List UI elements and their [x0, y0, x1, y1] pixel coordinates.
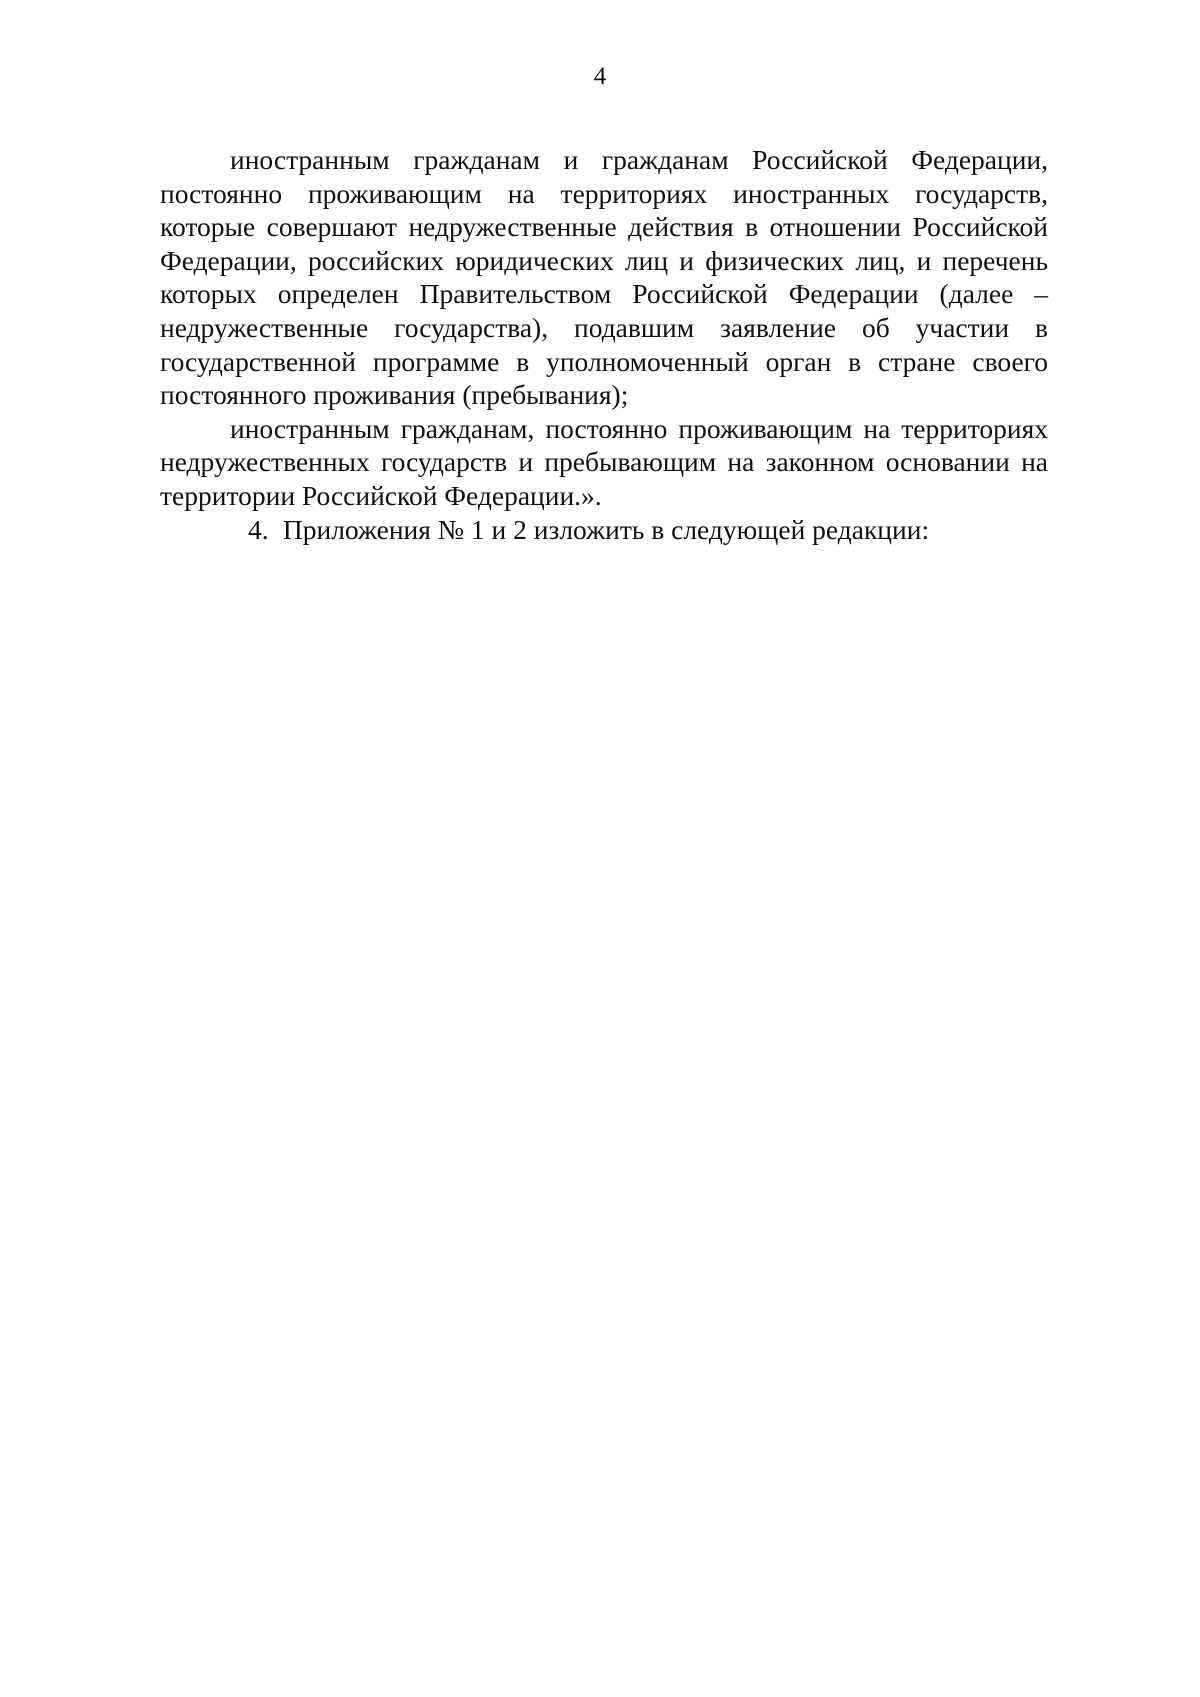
paragraph-foreign-citizens-abroad: иностранным гражданам и гражданам Российской Федерации, постоянно проживающим на территориях иностранных государств, которые совершают недружественные действия в отношении Российской Федерации, российских юридических лиц и физических лиц, и перечень которых определен Правительством Российской Федерации (далее – недружественные государства), подавшим заявление об участии в государственной программе в уполномоченный орган в стране своего постоянного проживания (пребывания);: [160, 144, 1048, 411]
list-item-text: Приложения № 1 и 2 изложить в следующей редакции:: [282, 513, 930, 545]
page-number: 4: [593, 63, 607, 90]
list-item-4: [160, 513, 1048, 547]
paragraph-foreign-citizens-in-russia: иностранным гражданам, постоянно проживающим на территориях недружественных государств и пребывающим на законном основании на территории Российской Федерации.».: [160, 412, 1048, 511]
document-body: [160, 143, 1048, 546]
list-item-number: 4.: [248, 513, 269, 545]
